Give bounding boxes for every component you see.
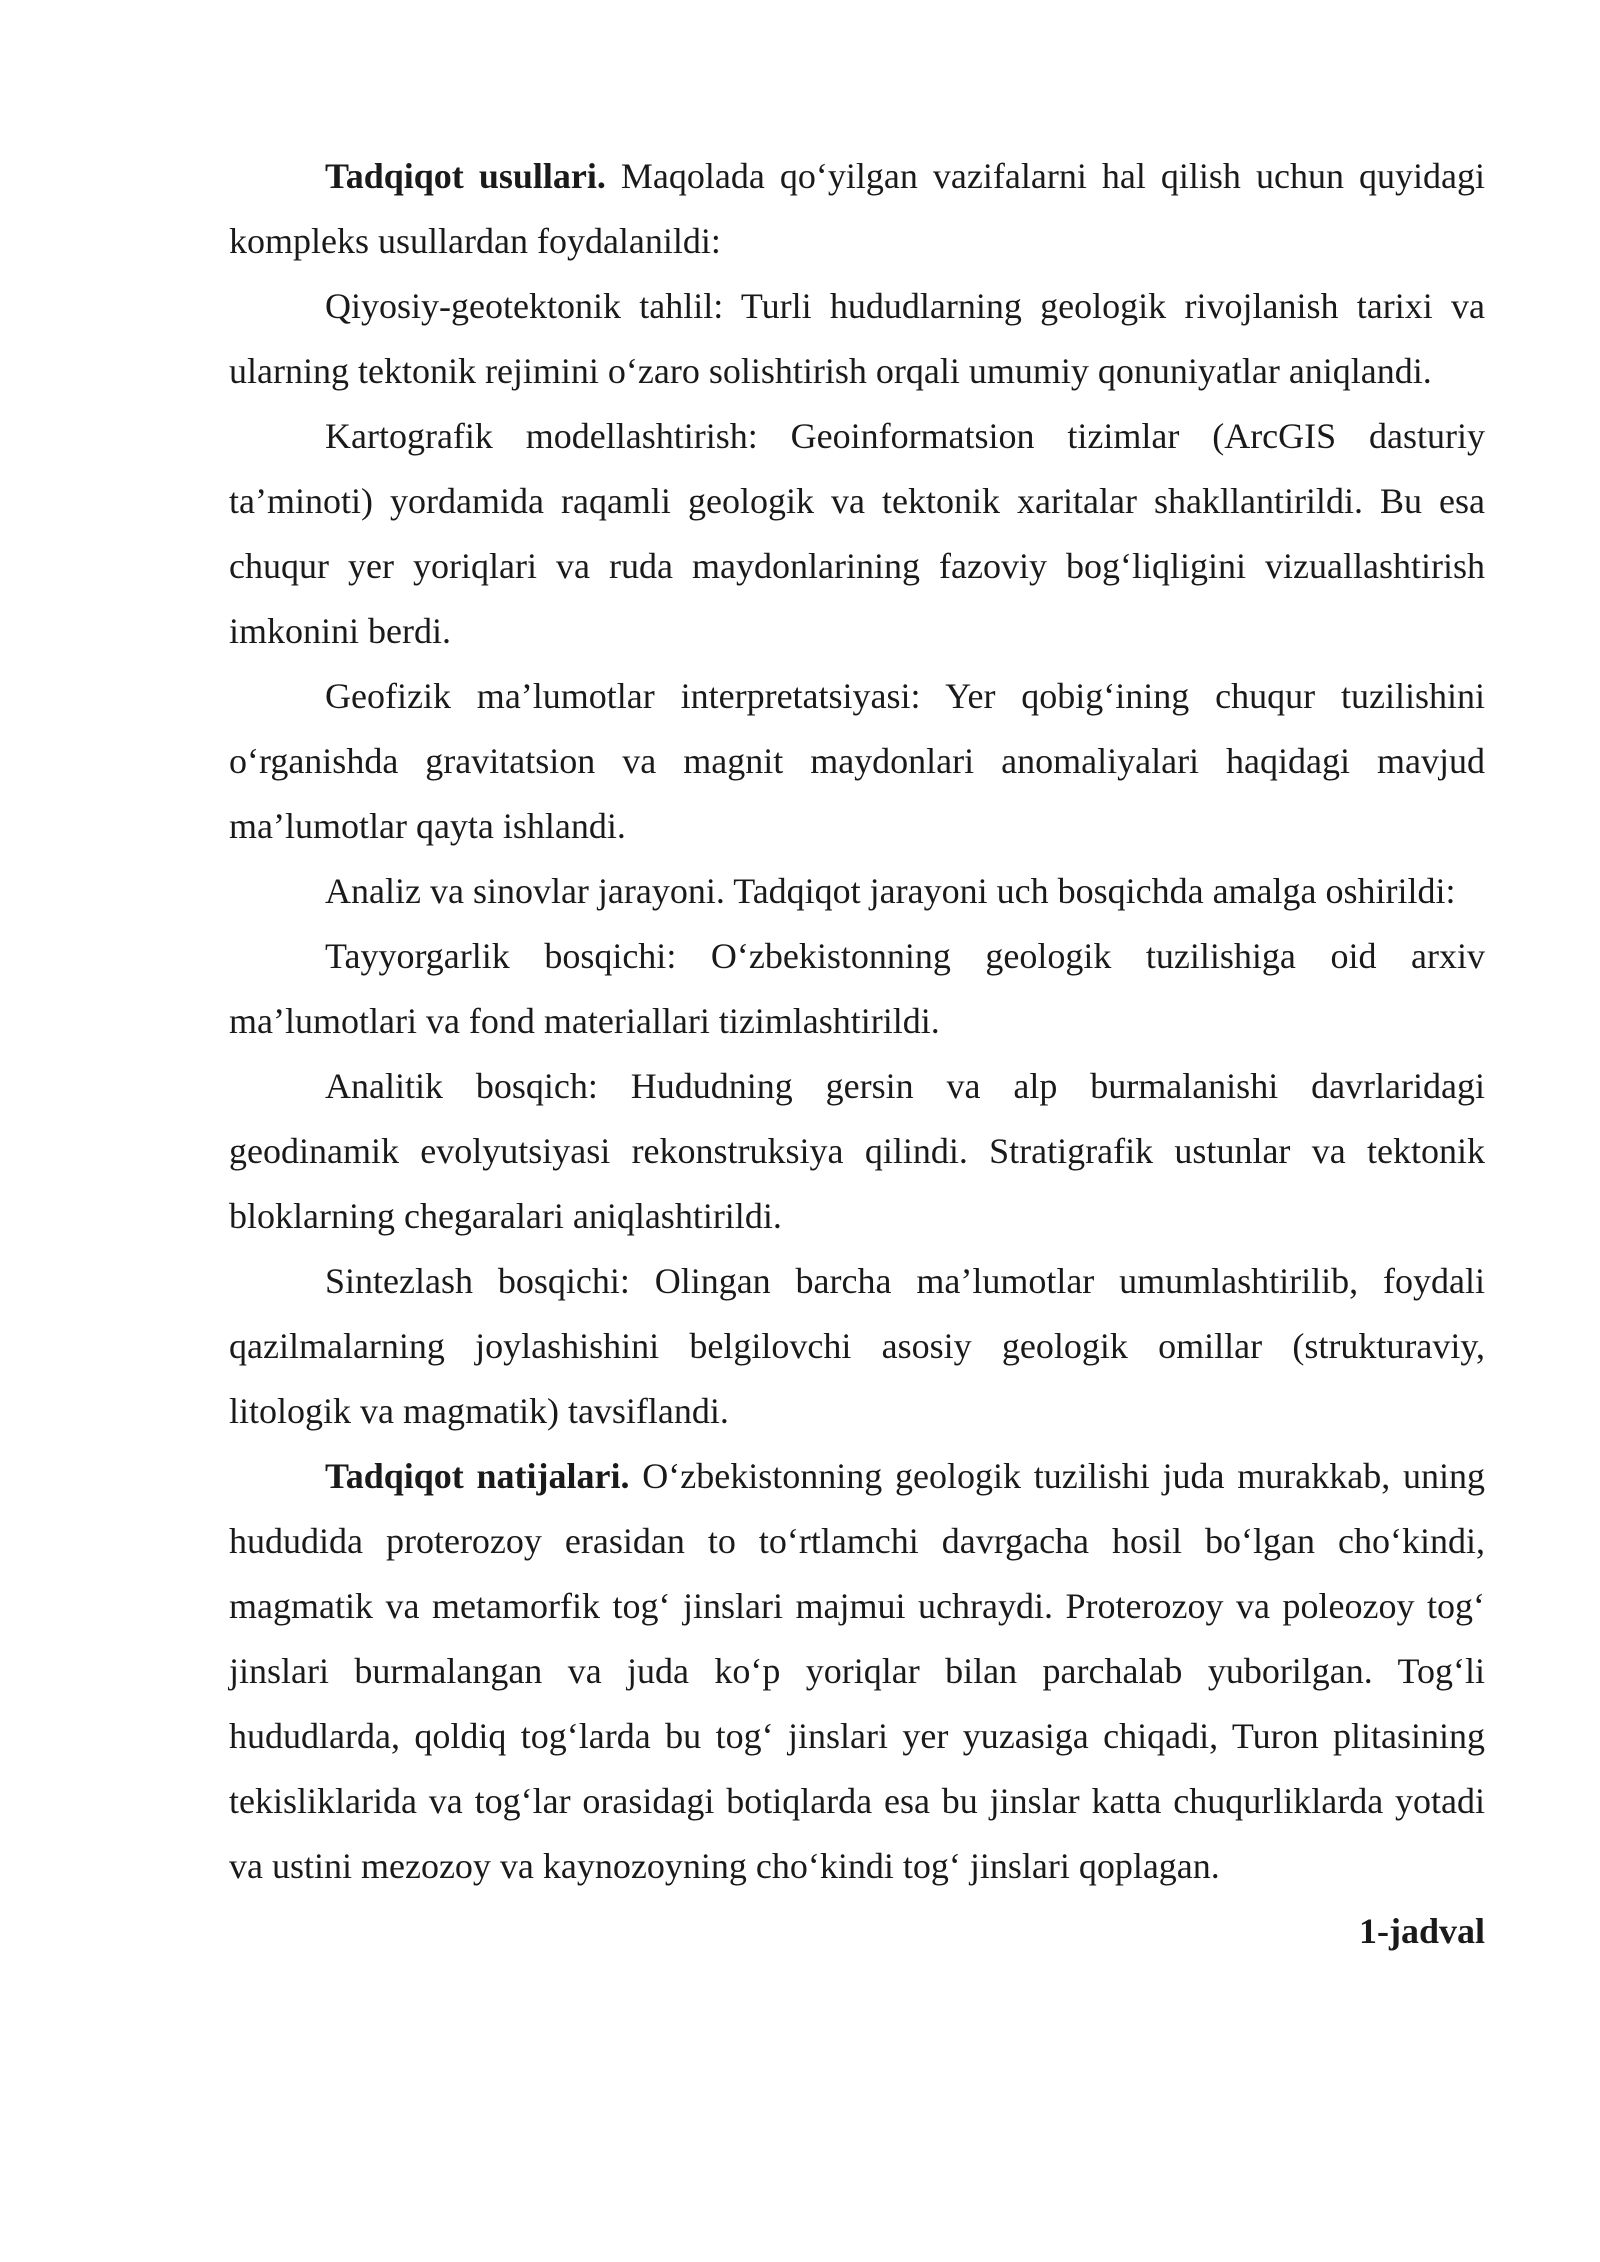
paragraph-research-results (229, 1444, 1485, 1899)
paragraph-text: Geofizik ma’lumotlar interpretatsiyasi: Yer qobig‘ining chuqur tuzilishini o‘rganishda gravitatsion va magnit maydonlari anomaliyalari haqidagi mavjud ma’lumotlar qayta ishlandi. (229, 676, 1485, 846)
paragraph-research-methods (229, 144, 1485, 274)
paragraph-geophysical-interpretation (229, 664, 1485, 859)
paragraph-text: O‘zbekistonning geologik tuzilishi juda murakkab, uning hududida proterozoy erasidan to to‘rtlamchi davrgacha hosil bo‘lgan cho‘kindi, magmatik va metamorfik tog‘ jinslari majmui uchraydi. Proterozoy va poleozoy tog‘ jinslari burmalangan va juda ko‘p yoriqlar bilan parchalab yuborilgan. Tog‘li hududlarda, qoldiq tog‘larda bu tog‘ jinslari yer yuzasiga chiqadi, Turon plitasining tekisliklarida va tog‘lar orasidagi botiqlarda esa bu jinslar katta chuqurliklarda yotadi va ustini mezozoy va kaynozoyning cho‘kindi tog‘ jinslari qoplagan. (229, 1456, 1485, 1886)
paragraph-cartographic-modeling (229, 404, 1485, 664)
paragraph-text: Analitik bosqich: Hududning gersin va alp burmalanishi davrlaridagi geodinamik evolyutsiyasi rekonstruksiya qilindi. Stratigrafik ustunlar va tektonik bloklarning chegaralari aniqlashtirildi. (229, 1066, 1485, 1236)
paragraph-text: Maqolada qo‘yilgan vazifalarni hal qilish uchun quyidagi kompleks usullardan foydalanildi: (229, 156, 1485, 261)
paragraph-text: Kartografik modellashtirish: Geoinformatsion tizimlar (ArcGIS dasturiy ta’minoti) yordamida raqamli geologik va tektonik xaritalar shakllantirildi. Bu esa chuqur yer yoriqlari va ruda maydonlarining fazoviy bog‘liqligini vizuallashtirish imkonini berdi. (229, 416, 1485, 651)
document-body (229, 144, 1485, 1964)
paragraph-comparative-analysis (229, 274, 1485, 404)
paragraph-analytic-stage (229, 1054, 1485, 1249)
paragraph-synthesis-stage (229, 1249, 1485, 1444)
section-heading-research-methods: Tadqiqot usullari. (325, 156, 606, 196)
paragraph-analysis-process (229, 859, 1485, 924)
table-caption: 1-jadval (1359, 1911, 1485, 1951)
paragraph-text: Analiz va sinovlar jarayoni. Tadqiqot jarayoni uch bosqichda amalga oshirildi: (325, 871, 1456, 911)
paragraph-text: Sintezlash bosqichi: Olingan barcha ma’lumotlar umumlashtirilib, foydali qazilmalarning joylashishini belgilovchi asosiy geologik omillar (strukturaviy, litologik va magmatik) tavsiflandi. (229, 1261, 1485, 1431)
paragraph-text: Tayyorgarlik bosqichi: O‘zbekistonning geologik tuzilishiga oid arxiv ma’lumotlari va fond materiallari tizimlashtirildi. (229, 936, 1485, 1041)
paragraph-text: Qiyosiy-geotektonik tahlil: Turli hududlarning geologik rivojlanish tarixi va ularning tektonik rejimini o‘zaro solishtirish orqali umumiy qonuniyatlar aniqlandi. (229, 286, 1485, 391)
section-heading-research-results: Tadqiqot natijalari. (325, 1456, 630, 1496)
paragraph-preparation-stage (229, 924, 1485, 1054)
